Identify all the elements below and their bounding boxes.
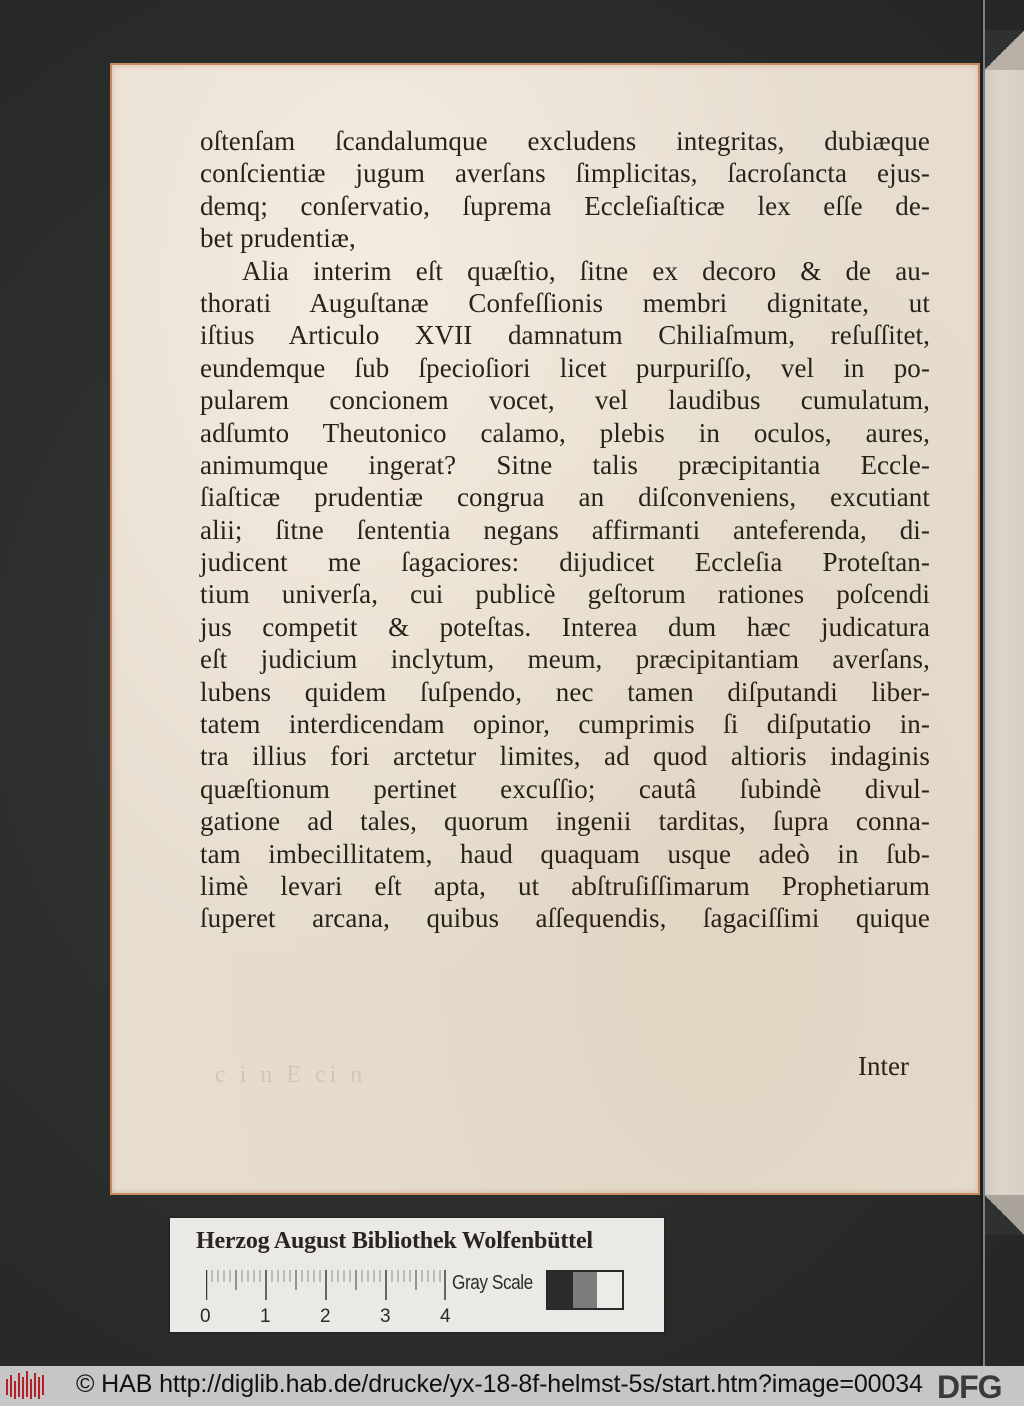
page-body-text	[200, 125, 930, 935]
library-name: Herzog August Bibliothek Wolfenbüttel	[196, 1228, 593, 1254]
text-line: tatem interdicendam opinor, cumprimis ſi diſputatio in-	[200, 709, 930, 740]
text-line: ſiaſticæ prudentiæ congrua an diſconveniens, excutiant	[200, 482, 930, 513]
text-line: pularem concionem vocet, vel laudibus cumulatum,	[200, 385, 930, 416]
catchword: Inter	[858, 1051, 909, 1081]
text-line: animumque ingerat? Sitne talis præcipitantia Eccle-	[200, 449, 930, 480]
text-line: ſuperet arcana, quibus aſſequendis, ſagaciſſimi quique	[200, 903, 930, 934]
gray-scale-swatches	[546, 1270, 624, 1310]
next-page-edge	[985, 70, 1024, 1195]
page-gutter-highlight	[983, 0, 985, 1366]
text-line: jus competit & poteſtas. Interea dum hæc judicatura	[200, 611, 930, 642]
text-line: alii; ſitne ſententia negans affirmanti anteferenda, di-	[200, 514, 930, 545]
text-line: iſtius Articulo XVII damnatum Chiliaſmum, reſuſſitet,	[200, 320, 930, 351]
gray-scale-label: Gray Scale	[452, 1272, 533, 1294]
gray-swatch-mid	[573, 1272, 598, 1308]
library-color-card	[170, 1218, 664, 1332]
text-line: oſtenſam ſcandalumque excludens integritas, dubiæque	[200, 126, 930, 156]
text-line: thorati Auguſtanæ Confeſſionis membri dignitate, ut	[200, 287, 930, 318]
text-line: conſcientiæ jugum averſans ſimplicitas, ſacroſancta ejus-	[200, 158, 930, 189]
text-line: limè levari eſt apta, ut abſtruſiſſimarum Prophetiarum	[200, 870, 930, 901]
text-line: Alia interim eſt quæſtio, ſitne ex decoro & de au-	[242, 255, 930, 286]
text-line: tra illius fori arctetur limites, ad quod altioris indaginis	[200, 741, 930, 772]
dfg-logo: DFG	[937, 1369, 1002, 1405]
text-line: demq; conſervatio, ſuprema Eccleſiaſticæ lex eſſe de-	[200, 190, 930, 221]
source-url-link[interactable]: © HAB http://diglib.hab.de/drucke/yx-18-8f-helmst-5s/start.htm?image=00034	[76, 1370, 923, 1398]
next-page-corner-top	[985, 30, 1024, 70]
text-line: lubens quidem ſuſpendo, nec tamen diſputandi liber-	[200, 676, 930, 707]
ruler-label: 3	[380, 1306, 391, 1327]
text-line: adſumto Theutonico calamo, plebis in oculos, aures,	[200, 417, 930, 448]
next-page-corner-bottom	[985, 1195, 1024, 1235]
text-line: quæſtionum pertinet excuſſio; cautâ ſubindè divul-	[200, 773, 930, 804]
bleed-through-text: c i n E ci n	[215, 1062, 367, 1088]
text-line: eundemque ſub ſpecioſiori licet purpuriſſo, vel in po-	[200, 352, 930, 383]
text-line: tam imbecillitatem, haud quaquam usque adeò in ſub-	[200, 838, 930, 869]
ruler-labels	[190, 1306, 460, 1328]
ruler-scale-icon	[206, 1270, 446, 1300]
text-line: tium univerſa, cui publicè geſtorum rationes poſcendi	[200, 579, 930, 610]
hab-barcode-logo-icon	[4, 1371, 48, 1401]
gray-swatch-light	[597, 1272, 622, 1308]
ruler-label: 4	[440, 1306, 451, 1327]
text-line: eſt judicium inclytum, meum, præcipitantiam averſans,	[200, 644, 930, 675]
text-line: gatione ad tales, quorum ingenii tarditas, ſupra conna-	[200, 806, 930, 837]
ruler-label: 2	[320, 1306, 331, 1327]
ruler-label: 0	[200, 1306, 211, 1327]
text-line: judicent me ſagaciores: dijudicet Eccleſia Proteſtan-	[200, 547, 930, 578]
gray-swatch-dark	[548, 1272, 573, 1308]
footer-bar	[0, 1366, 1024, 1406]
ruler-label: 1	[260, 1306, 271, 1327]
text-line: bet prudentiæ,	[200, 223, 356, 254]
